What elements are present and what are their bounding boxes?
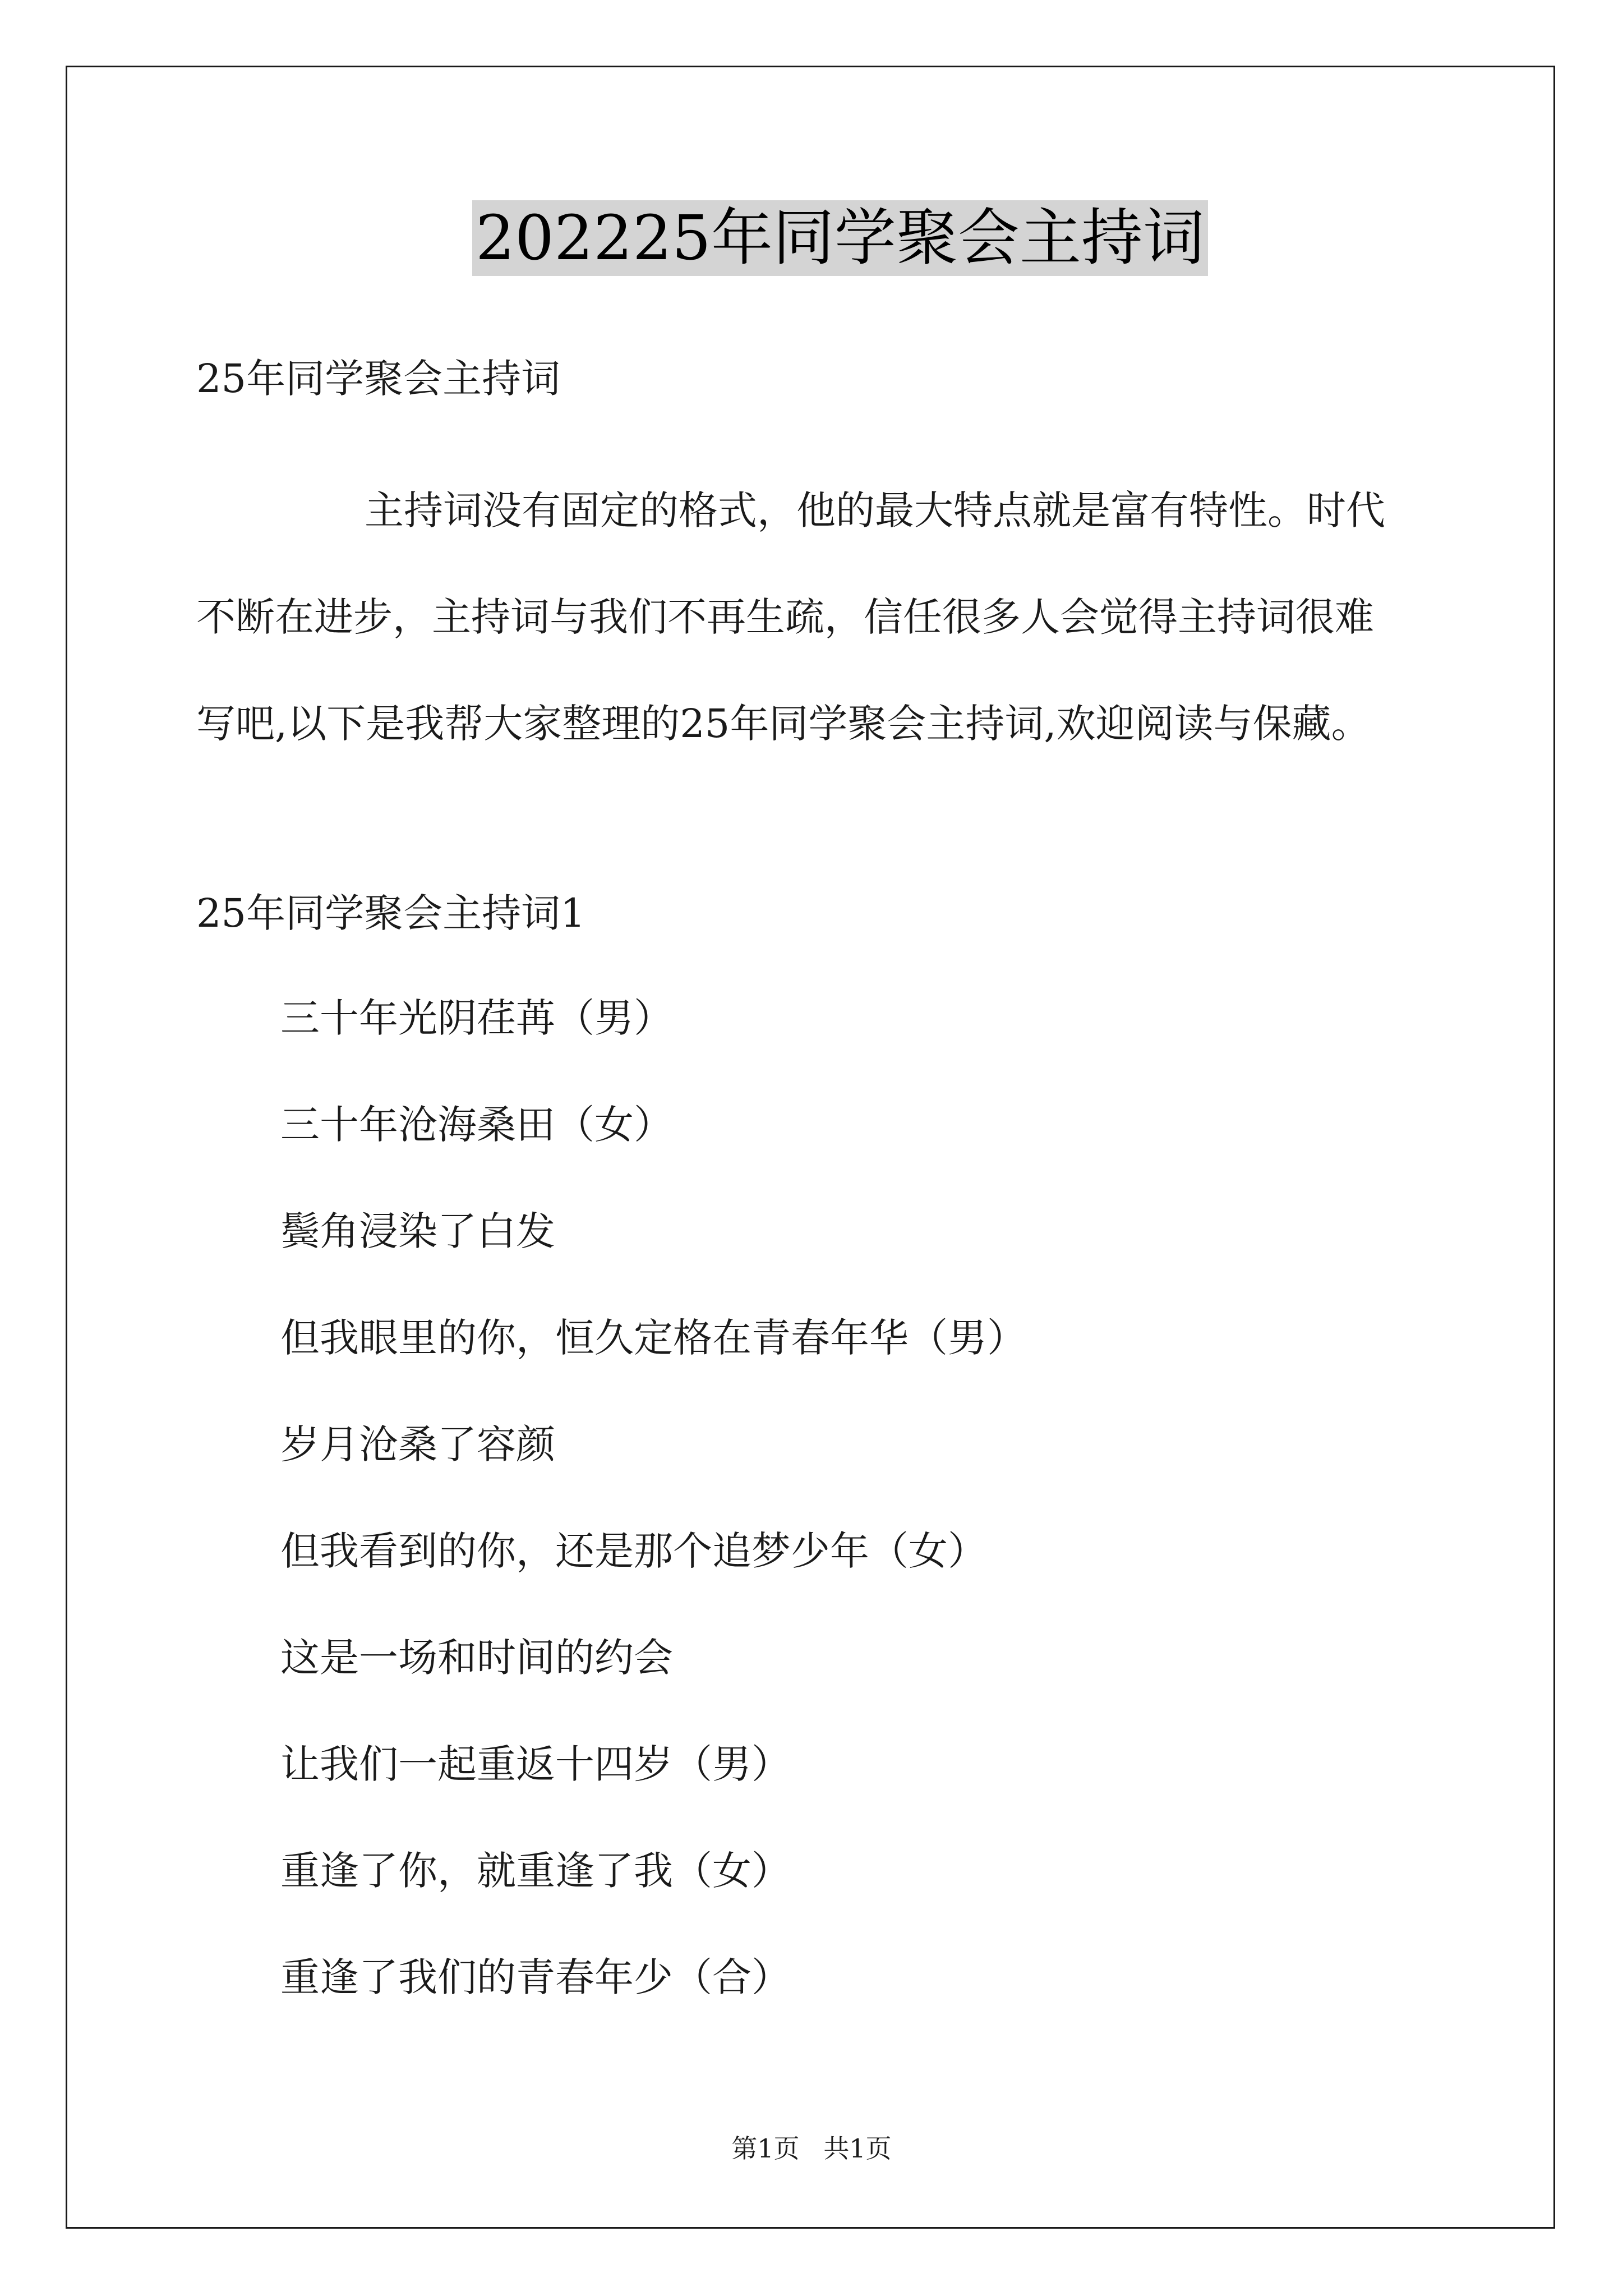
intro-line: 主持词没有固定的格式，他的最大特点就是富有特性。时代 (365, 487, 1385, 533)
intro-line: 不断在进步，主持词与我们不再生疏，信任很多人会觉得主持词很难 (196, 594, 1374, 640)
script-line: 这是一场和时间的约会 (280, 1635, 673, 1681)
intro-paragraph (196, 457, 1430, 777)
script-line: 但我看到的你，还是那个追梦少年（女） (280, 1528, 987, 1574)
script-line: 三十年光阴荏苒（男） (280, 995, 673, 1041)
script-line: 鬓角浸染了白发 (280, 1208, 555, 1254)
script-line: 三十年沧海桑田（女） (280, 1102, 673, 1148)
script-line: 重逢了你，就重逢了我（女） (280, 1848, 791, 1894)
script-line: 让我们一起重返十四岁（男） (280, 1741, 791, 1787)
section-heading: 25年同学聚会主持词1 (196, 890, 585, 936)
page-footer (0, 2132, 1623, 2165)
page-total: 共1页 (823, 2133, 892, 2164)
script-lines (280, 990, 1026, 2056)
script-line: 岁月沧桑了容颜 (280, 1421, 555, 1467)
document-subtitle: 25年同学聚会主持词 (196, 356, 561, 402)
script-line: 重逢了我们的青春年少（合） (280, 1954, 791, 2000)
script-line: 但我眼里的你，恒久定格在青春年华（男） (280, 1315, 1026, 1361)
page-number: 第1页 (731, 2133, 800, 2164)
intro-line: 写吧,以下是我帮大家整理的25年同学聚会主持词,欢迎阅读与保藏。 (196, 701, 1371, 747)
document-title: 202225年同学聚会主持词 (472, 200, 1208, 276)
